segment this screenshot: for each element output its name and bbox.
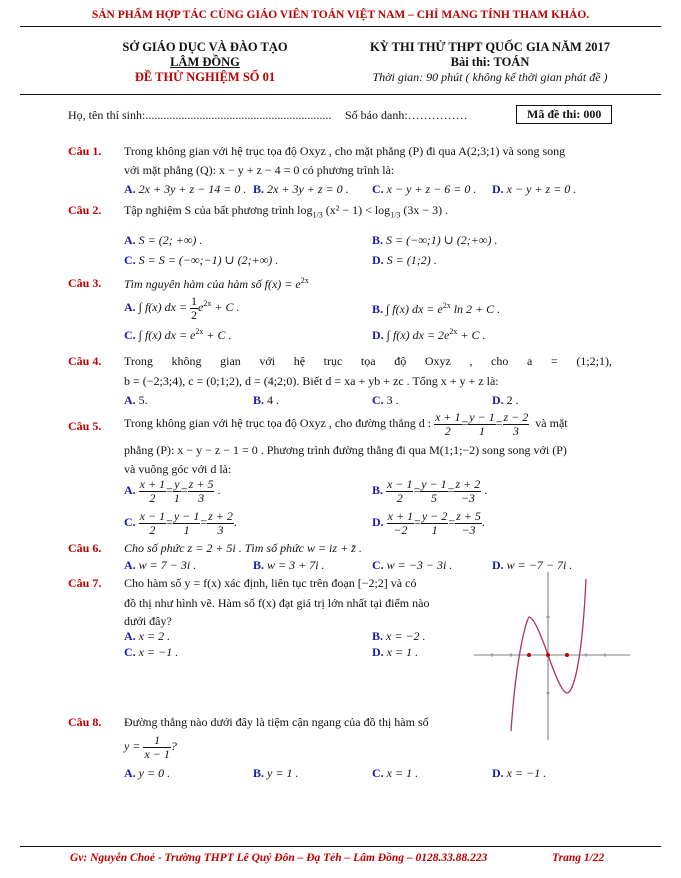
q5-d-num-1: x + 1	[435, 410, 461, 424]
frac-denominator: 1	[431, 522, 438, 537]
q3-option-d-tail: + C .	[457, 328, 486, 342]
q3-option-a-exp: 2x	[203, 298, 212, 308]
q2-option-c-label: C.	[124, 253, 136, 267]
exam-title: KỲ THI THỬ THPT QUỐC GIA NĂM 2017	[370, 40, 610, 54]
q4-option-b: 4 .	[267, 393, 280, 407]
frac-numerator: x + 1	[387, 509, 414, 523]
q5-d-den-3: 3	[512, 423, 519, 438]
q7-text-line3: dưới đây?	[124, 614, 172, 628]
q8-option-d: x = −1 .	[506, 766, 547, 780]
q4-option-a-label: A.	[124, 393, 136, 407]
province: LÂM ĐỒNG	[170, 55, 240, 69]
q4-label: Câu 4.	[68, 354, 102, 368]
q1-text-line2: với mặt phẳng (Q): x − y + z − 4 = 0 có phương trình là:	[124, 163, 395, 177]
q5-option-c-frac-2	[173, 510, 200, 536]
q5-option-b: B. $\frac{x - 1}{2}$ = $\frac{y - 1}{5}$ = $\frac{z + 2}{-3}$ .	[372, 477, 488, 505]
q8-tail: ?	[170, 738, 177, 753]
q5-option-c-frac-1	[139, 510, 166, 536]
q5-option-a-frac-3	[188, 478, 215, 504]
q6-option-b-label: B.	[253, 558, 265, 572]
exam-code: Mã đề thi: 000	[516, 105, 612, 124]
q2-text	[124, 203, 448, 219]
q7-option-a: x = 2 .	[138, 629, 171, 643]
q5-line1: Trong không gian với hệ trục tọa độ Oxyz , cho đường thẳng d : $\frac{x + 1}{2}$ = $\frac{y - 1}{1}$ = $\frac{z - 2}{3}$ và mặt	[124, 410, 568, 438]
q5-option-b-frac-2	[420, 478, 447, 504]
q8-option-b: y = 1 .	[267, 766, 299, 780]
q5-text-line2: phẳng (P): x − y − z − 1 = 0 . Phương trình đường thẳng đi qua M(1;1;−2) song song với (P)	[124, 443, 567, 457]
q5-option-a-label: A.	[124, 482, 136, 497]
q7-option-c-label: C.	[124, 645, 136, 659]
q1-option-c-label: C.	[372, 182, 384, 196]
q2-text-mid: (x² − 1) < log	[325, 203, 391, 217]
q8-text-line1: Đường thẳng nào dưới đây là tiệm cận ngang của đồ thị hàm số	[124, 715, 429, 729]
q3-option-a-tail: + C .	[211, 299, 240, 314]
q3-option-b-label: B.	[372, 302, 384, 316]
q4-text-line1: Trong không gian với hệ trục tọa độ Oxyz , cho a = (1;2;1),	[124, 354, 612, 368]
footer-page: Trang 1/22	[552, 852, 605, 864]
q1-option-a: 2x + 3y + z − 14 = 0 .	[138, 182, 247, 196]
graph-point-origin	[546, 653, 550, 657]
q5-d-frac-2	[468, 411, 495, 437]
student-id-label: Số báo danh:……………	[345, 108, 468, 122]
footer-author: Gv: Nguyễn Choẻ - Trường THPT Lê Quý Đôn – Đạ Tẻh – Lâm Đồng – 0128.33.88.223	[70, 852, 488, 864]
q7-label: Câu 7.	[68, 576, 102, 590]
q8-option-c-label: C.	[372, 766, 384, 780]
q3-option-d-exp: 2x	[449, 327, 458, 336]
q6-option-c: w = −3 − 3i .	[386, 558, 453, 572]
q2-log-base: 1/3	[312, 210, 323, 220]
time-allowed: Thời gian: 90 phút ( không kể thời gian phát đề )	[372, 70, 608, 84]
q2-option-b: S = (−∞;1) ∪ (2;+∞) .	[386, 233, 498, 247]
q8-option-b-label: B.	[253, 766, 265, 780]
q5-text-line1b: và mặt	[535, 415, 568, 430]
q8-fraction	[143, 734, 170, 760]
frac-denominator: 3	[217, 522, 224, 537]
q6-option-a: w = 7 − 3i .	[138, 558, 197, 572]
q3-option-a-label: A.	[124, 299, 136, 314]
q6-label: Câu 6.	[68, 541, 102, 555]
q3-option-c-exp: 2x	[195, 327, 204, 336]
frac-numerator: z + 5	[456, 509, 481, 523]
q2-option-a-label: A.	[124, 233, 136, 247]
q5-option-c-frac-3	[207, 510, 234, 536]
q5-option-d-frac-3	[455, 510, 482, 536]
frac-numerator: x + 1	[139, 477, 166, 491]
q2-option-b-label: B.	[372, 233, 384, 247]
q8-option-d-label: D.	[492, 766, 504, 780]
q3-option-c-tail: + C .	[203, 328, 232, 342]
q2-option-c: S = S = (−∞;−1) ∪ (2;+∞) .	[138, 253, 279, 267]
q1-option-b: 2x + 3y + z = 0 .	[267, 182, 349, 196]
frac-numerator: x − 1	[387, 477, 413, 491]
q6-text: Cho số phức z = 2 + 5i . Tìm số phức w = iz + z̄ .	[124, 541, 362, 555]
banner-rule	[20, 26, 661, 27]
q8-option-c: x = 1 .	[386, 766, 419, 780]
q3-option-b-exp: 2x	[442, 301, 451, 310]
q5-option-b-label: B.	[372, 482, 384, 497]
footer-rule	[20, 846, 661, 847]
q2-option-d-label: D.	[372, 253, 384, 267]
q3-option-a-post: e	[198, 299, 204, 314]
q5-label: Câu 5.	[68, 419, 102, 433]
q5-option-c-label: C.	[124, 514, 136, 529]
frac-denominator: 1	[183, 522, 190, 537]
q3-option-b-tail: ln 2 + C .	[450, 302, 501, 316]
frac-numerator: z + 2	[455, 477, 481, 491]
q5-d-den-2: 1	[479, 423, 485, 438]
q7-option-a-label: A.	[124, 629, 136, 643]
q6-option-a-label: A.	[124, 558, 136, 572]
q6-option-d: w = −7 − 7i .	[506, 558, 573, 572]
q7-option-b-label: B.	[372, 629, 384, 643]
q2-text-tail: (3x − 3) .	[403, 203, 449, 217]
q5-option-a-frac-2	[173, 478, 181, 504]
frac-numerator: y − 1	[421, 477, 447, 491]
q4-option-d: 2 .	[506, 393, 519, 407]
q3-option-d: ∫ f(x) dx = 2e	[386, 328, 450, 342]
dept-title: SỞ GIÁO DỤC VÀ ĐÀO TẠO	[122, 40, 288, 54]
test-number: ĐỀ THỬ NGHIỆM SỐ 01	[134, 70, 276, 84]
q5-option-d-label: D.	[372, 514, 384, 529]
q5-text-line1a: Trong không gian với hệ trục tọa độ Oxyz , cho đường thẳng d :	[124, 415, 432, 430]
q5-option-a-frac-1	[139, 478, 166, 504]
frac-numerator: z + 5	[188, 477, 214, 491]
q6-option-d-label: D.	[492, 558, 504, 572]
header-rule	[20, 94, 661, 95]
q3-option-b: ∫ f(x) dx = e	[386, 302, 443, 316]
q5-d-num-2: y − 1	[469, 410, 495, 424]
q5-option-d-frac-1	[387, 510, 414, 536]
q4-text-line2: b = (−2;3;4), c = (0;1;2), d = (4;2;0). Biết d = xa + yb + zc . Tổng x + y + z là:	[124, 374, 499, 388]
q8-y-pre: y =	[124, 738, 141, 753]
q7-option-d: x = 1 .	[386, 645, 419, 659]
frac-denominator: 1	[173, 490, 180, 505]
q4-option-b-label: B.	[253, 393, 265, 407]
q5-option-b-frac-3	[454, 478, 481, 504]
q2-option-a: S = (2; +∞) .	[138, 233, 203, 247]
q4-option-a: 5.	[138, 393, 148, 407]
q1-option-d: x − y + z = 0 .	[506, 182, 577, 196]
q2-log-base-2: 1/3	[390, 210, 401, 220]
q3-label: Câu 3.	[68, 276, 102, 290]
q6-option-b: w = 3 + 7i .	[267, 558, 325, 572]
frac-numerator: z + 2	[208, 509, 233, 523]
q4-option-d-label: D.	[492, 393, 504, 407]
frac-denominator: 5	[430, 490, 437, 505]
q1-label: Câu 1.	[68, 144, 102, 158]
frac-denominator: 3	[198, 490, 205, 505]
q8-function	[124, 734, 177, 760]
q4-option-c-label: C.	[372, 393, 384, 407]
top-banner: SẢN PHẨM HỢP TÁC CÙNG GIÁO VIÊN TOÁN VIỆT NAM – CHỈ MANG TÍNH THAM KHẢO.	[91, 9, 590, 21]
q7-function-graph	[472, 570, 632, 742]
q8-option-a: y = 0 .	[138, 766, 171, 780]
q7-text-line1: Cho hàm số y = f(x) xác định, liên tục trên đoạn [−2;2] và có	[124, 576, 417, 590]
q8-frac-den: x − 1	[144, 746, 170, 761]
q2-label: Câu 2.	[68, 203, 102, 217]
graph-point-neg1	[527, 653, 531, 657]
q3-option-c-label: C.	[124, 328, 136, 342]
q2-option-d: S = (1;2) .	[386, 253, 437, 267]
q3-option-d-label: D.	[372, 328, 384, 342]
frac-denominator: 2	[396, 490, 403, 505]
q5-option-d: D. $\frac{x + 1}{-2}$ = $\frac{y - 2}{1}$ = $\frac{z + 5}{-3}$ .	[372, 509, 485, 537]
q1-option-a-label: A.	[124, 182, 136, 196]
frac-numerator: y	[174, 477, 180, 491]
q3-option-a-pre: ∫ f(x) dx =	[138, 299, 188, 314]
q3-option-c: ∫ f(x) dx = e	[138, 328, 196, 342]
q7-text-line2: đồ thị như hình vẽ. Hàm số f(x) đạt giá trị lớn nhất tại điểm nào	[124, 596, 430, 610]
subject: Bài thi: TOÁN	[450, 55, 530, 69]
q7-option-b: x = −2 .	[386, 629, 426, 643]
q8-option-a-label: A.	[124, 766, 136, 780]
q3-text: Tìm nguyên hàm của hàm số f(x) = e	[124, 277, 301, 291]
frac-denominator: −3	[461, 522, 476, 537]
q8-frac-num: 1	[143, 734, 170, 748]
frac-numerator: x − 1	[139, 509, 166, 523]
q5-d-frac-1	[434, 411, 461, 437]
q5-d-num-3: z − 2	[503, 410, 529, 424]
q3-frac-den: 2	[191, 307, 198, 322]
q7-option-d-label: D.	[372, 645, 384, 659]
q5-option-b-frac-1	[386, 478, 413, 504]
q3-frac-num: 1	[191, 294, 198, 308]
q1-option-b-label: B.	[253, 182, 265, 196]
frac-numerator: y − 2	[421, 509, 448, 523]
q8-label: Câu 8.	[68, 715, 102, 729]
q4-option-c: 3 .	[386, 393, 399, 407]
frac-denominator: 2	[149, 522, 156, 537]
student-name-label: Họ, tên thí sinh:..............................................................	[68, 108, 332, 122]
q6-option-c-label: C.	[372, 558, 384, 572]
q5-d-frac-3	[503, 411, 530, 437]
q3-exponent: 2x	[300, 276, 309, 285]
frac-denominator: 2	[149, 490, 156, 505]
frac-denominator: −3	[460, 490, 475, 505]
q1-option-c: x − y + z − 6 = 0 .	[386, 182, 477, 196]
q1-option-d-label: D.	[492, 182, 504, 196]
q2-text-start: Tập nghiệm S của bất phương trình log	[124, 203, 313, 217]
q5-d-den-1: 2	[444, 423, 451, 438]
q1-text-line1: Trong không gian với hệ trục tọa độ Oxyz , cho mặt phẳng (P) đi qua A(2;3;1) và song song	[124, 144, 566, 158]
q3-option-a-fraction	[190, 295, 198, 321]
q5-text-line3: và vuông góc với d là:	[124, 462, 232, 476]
q5-option-a: A. $\frac{x + 1}{2}$ = $\frac{y}{1}$ = $\frac{z + 5}{3}$ .	[124, 477, 221, 505]
q5-option-d-frac-2	[421, 510, 448, 536]
graph-point-1	[565, 653, 569, 657]
frac-numerator: y − 1	[173, 509, 200, 523]
q5-option-c: C. $\frac{x - 1}{2}$ = $\frac{y - 1}{1}$ = $\frac{z + 2}{3}$ .	[124, 509, 237, 537]
q7-option-c: x = −1 .	[138, 645, 179, 659]
frac-denominator: −2	[393, 522, 408, 537]
